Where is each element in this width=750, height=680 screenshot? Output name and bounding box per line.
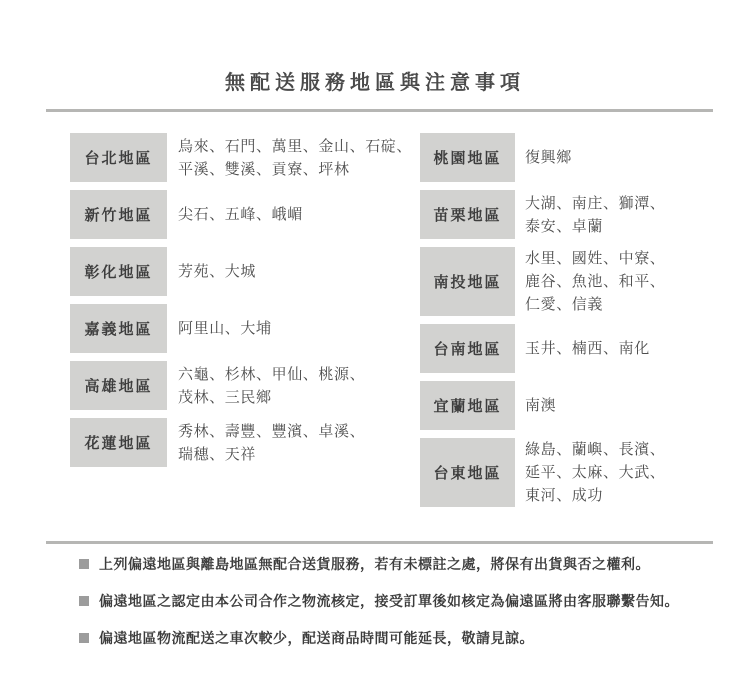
region-row bbox=[70, 133, 420, 182]
region-label: 彰化地區 bbox=[70, 247, 167, 296]
square-bullet-icon bbox=[79, 596, 89, 606]
region-column-left bbox=[70, 133, 420, 467]
region-label: 桃園地區 bbox=[420, 133, 515, 182]
region-areas-line: 泰安、卓蘭 bbox=[525, 217, 604, 235]
region-row bbox=[70, 361, 420, 410]
region-label: 台東地區 bbox=[420, 438, 515, 507]
region-row bbox=[420, 133, 710, 182]
region-areas-line: 仁愛、信義 bbox=[525, 296, 604, 313]
region-areas bbox=[178, 418, 365, 467]
region-areas bbox=[178, 361, 365, 410]
region-areas bbox=[178, 133, 412, 182]
region-areas bbox=[525, 438, 665, 507]
region-tables bbox=[0, 112, 750, 507]
region-areas-line: 復興鄉 bbox=[525, 149, 572, 166]
note-item bbox=[79, 628, 720, 648]
region-areas-line: 阿里山、大埔 bbox=[178, 320, 272, 337]
region-row bbox=[420, 247, 710, 316]
region-areas-line: 烏來、石門、萬里、金山、石碇、 bbox=[178, 137, 413, 155]
note-text: 偏遠地區之認定由本公司合作之物流核定，接受訂單後如核定為偏遠區將由客服聯繫告知。 bbox=[99, 593, 679, 609]
note-item bbox=[79, 554, 720, 574]
region-areas bbox=[525, 247, 665, 316]
page-title: 無配送服務地區與注意事項 bbox=[225, 72, 525, 94]
note-item bbox=[79, 591, 720, 611]
region-areas bbox=[525, 324, 650, 373]
region-areas-line: 六龜、杉林、甲仙、桃源、 bbox=[178, 365, 366, 383]
region-row bbox=[70, 247, 420, 296]
region-areas-line: 玉井、楠西、南化 bbox=[525, 340, 650, 357]
region-areas bbox=[525, 381, 556, 430]
region-row bbox=[70, 418, 420, 467]
region-label: 嘉義地區 bbox=[70, 304, 167, 353]
region-label: 高雄地區 bbox=[70, 361, 167, 410]
region-row bbox=[70, 190, 420, 239]
note-text: 偏遠地區物流配送之車次較少，配送商品時間可能延長，敬請見諒。 bbox=[99, 630, 534, 646]
region-areas-line: 瑞穗、天祥 bbox=[178, 445, 257, 463]
region-areas-line: 鹿谷、魚池、和平、 bbox=[525, 273, 666, 290]
region-areas-line: 茂林、三民鄉 bbox=[178, 388, 272, 406]
region-row bbox=[420, 190, 710, 239]
region-label: 台北地區 bbox=[70, 133, 167, 182]
region-areas-line: 大湖、南庄、獅潭、 bbox=[525, 194, 666, 212]
region-areas bbox=[178, 247, 256, 296]
region-areas-line: 芳苑、大城 bbox=[178, 263, 257, 280]
region-label: 花蓮地區 bbox=[70, 418, 167, 467]
region-areas bbox=[525, 190, 665, 239]
region-label: 苗栗地區 bbox=[420, 190, 515, 239]
region-row bbox=[420, 324, 710, 373]
region-label: 新竹地區 bbox=[70, 190, 167, 239]
region-areas-line: 綠島、蘭嶼、長濱、 bbox=[525, 441, 666, 458]
region-areas-line: 秀林、壽豐、豐濱、卓溪、 bbox=[178, 422, 366, 440]
region-areas-line: 平溪、雙溪、貢寮、坪林 bbox=[178, 160, 350, 178]
square-bullet-icon bbox=[79, 633, 89, 643]
region-areas-line: 延平、太麻、大武、 bbox=[525, 464, 666, 481]
note-text: 上列偏遠地區與離島地區無配合送貨服務，若有未標註之處，將保有出貨與否之權利。 bbox=[99, 556, 650, 572]
region-label: 宜蘭地區 bbox=[420, 381, 515, 430]
region-label: 南投地區 bbox=[420, 247, 515, 316]
notes-section bbox=[0, 544, 750, 648]
region-row bbox=[420, 381, 710, 430]
region-areas bbox=[525, 133, 572, 182]
region-areas-line: 東河、成功 bbox=[525, 487, 604, 504]
region-areas-line: 水里、國姓、中寮、 bbox=[525, 250, 666, 267]
region-label: 台南地區 bbox=[420, 324, 515, 373]
region-areas-line: 尖石、五峰、峨嵋 bbox=[178, 206, 303, 223]
region-column-right bbox=[420, 133, 710, 507]
region-areas-line: 南澳 bbox=[525, 397, 557, 414]
region-row bbox=[420, 438, 710, 507]
region-areas bbox=[178, 304, 272, 353]
square-bullet-icon bbox=[79, 559, 89, 569]
region-row bbox=[70, 304, 420, 353]
region-areas bbox=[178, 190, 303, 239]
